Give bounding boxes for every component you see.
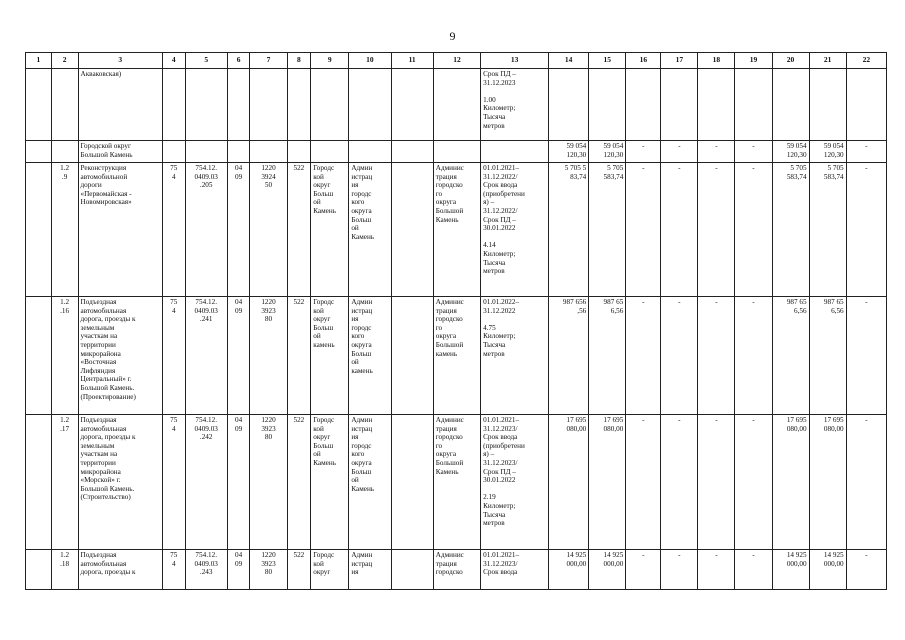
cell-col-22: -: [846, 141, 886, 163]
cell-col-12: Админис трация городско го округа Большой Камень: [433, 163, 480, 297]
column-header-10: 10: [349, 53, 391, 69]
cell-col-6: [227, 141, 250, 163]
cell-col-21: 987 65 6,56: [809, 297, 846, 415]
cell-col-7: 1220 3923 80: [250, 297, 287, 415]
cell-col-14: 987 656 ,56: [549, 297, 589, 415]
cell-col-21: 59 054 120,30: [809, 141, 846, 163]
cell-col-19: -: [735, 550, 772, 590]
cell-col-13: 01.01.2022– 31.12.2022 4.75 Километр; Тысяча метров: [481, 297, 549, 415]
cell-col-5: 754.12. 0409.03 .241: [185, 297, 227, 415]
cell-col-2: [51, 141, 78, 163]
column-header-1: 1: [26, 53, 52, 69]
budget-table: [25, 52, 887, 590]
cell-col-13: [481, 141, 549, 163]
cell-col-13: 01.01.2021– 31.12.2023/ Срок ввода: [481, 550, 549, 590]
cell-col-15: 987 65 6,56: [589, 297, 626, 415]
table-row: [26, 415, 887, 550]
column-header-17: 17: [661, 53, 698, 69]
cell-col-5: 754.12. 0409.03 .243: [185, 550, 227, 590]
cell-col-11: [391, 297, 433, 415]
cell-col-20: 987 65 6,56: [772, 297, 809, 415]
cell-col-19: -: [735, 415, 772, 550]
cell-col-7: 1220 3924 50: [250, 163, 287, 297]
column-header-21: 21: [809, 53, 846, 69]
cell-col-8: 522: [287, 550, 311, 590]
cell-col-17: -: [661, 141, 698, 163]
cell-col-7: [250, 141, 287, 163]
page-number: 9: [449, 29, 456, 43]
cell-col-14: 5 705 5 83,74: [549, 163, 589, 297]
cell-col-21: 14 925 000,00: [809, 550, 846, 590]
column-header-3: 3: [78, 53, 162, 69]
cell-col-10: Админ истрац ия городс кого округа Больш ой камень: [349, 297, 391, 415]
cell-col-15: 17 695 080,00: [589, 415, 626, 550]
cell-col-9: Городс кой округ: [311, 550, 349, 590]
table-row: [26, 141, 887, 163]
cell-col-3: Подъездная автомобильная дорога, проезды к земельным участкам на территории микрорайона «Морской» г. Большой Камень. (Строительство): [78, 415, 162, 550]
cell-col-3: Городской округ Большой Камень: [78, 141, 162, 163]
cell-col-2: 1.2 .18: [51, 550, 78, 590]
cell-col-11: [391, 69, 433, 141]
cell-col-4: [162, 141, 185, 163]
cell-col-19: -: [735, 163, 772, 297]
column-header-11: 11: [391, 53, 433, 69]
cell-col-6: [227, 69, 250, 141]
cell-col-3: Подъездная автомобильная дорога, проезды к земельным участкам на территории микрорайона «Восточная Лифляндия Центральный» г. Большой Камень. (Проектирование): [78, 297, 162, 415]
cell-col-18: -: [698, 297, 735, 415]
cell-col-7: 1220 3923 80: [250, 415, 287, 550]
table-row: [26, 297, 887, 415]
cell-col-16: -: [626, 163, 661, 297]
cell-col-13: Срок ПД – 31.12.2023 1.00 Километр; Тысяча метров: [481, 69, 549, 141]
cell-col-4: [162, 69, 185, 141]
cell-col-7: 1220 3923 80: [250, 550, 287, 590]
cell-col-1: [26, 163, 52, 297]
cell-col-22: -: [846, 550, 886, 590]
table-row: [26, 69, 887, 141]
cell-col-1: [26, 141, 52, 163]
cell-col-10: Админ истрац ия городс кого округа Больш ой Камень: [349, 163, 391, 297]
table-row: [26, 163, 887, 297]
cell-col-11: [391, 163, 433, 297]
column-header-20: 20: [772, 53, 809, 69]
cell-col-1: [26, 415, 52, 550]
cell-col-12: [433, 69, 480, 141]
cell-col-9: Городс кой округ Больш ой Камень: [311, 415, 349, 550]
cell-col-2: 1.2 .16: [51, 297, 78, 415]
column-header-5: 5: [185, 53, 227, 69]
cell-col-5: 754.12. 0409.03 .242: [185, 415, 227, 550]
cell-col-3: Акваковская): [78, 69, 162, 141]
column-header-12: 12: [433, 53, 480, 69]
cell-col-14: 59 054 120,30: [549, 141, 589, 163]
column-header-8: 8: [287, 53, 311, 69]
cell-col-15: 59 054 120,30: [589, 141, 626, 163]
cell-col-18: -: [698, 141, 735, 163]
cell-col-20: [772, 69, 809, 141]
cell-col-9: [311, 69, 349, 141]
cell-col-4: 75 4: [162, 163, 185, 297]
cell-col-12: Админис трация городско: [433, 550, 480, 590]
cell-col-12: Админис трация городско го округа Большой Камень: [433, 415, 480, 550]
cell-col-17: [661, 69, 698, 141]
cell-col-4: 75 4: [162, 550, 185, 590]
cell-col-6: 04 09: [227, 297, 250, 415]
table-row: [26, 550, 887, 590]
cell-col-16: -: [626, 297, 661, 415]
cell-col-2: [51, 69, 78, 141]
cell-col-12: Админис трация городско го округа Большой камень: [433, 297, 480, 415]
cell-col-21: [809, 69, 846, 141]
cell-col-20: 5 705 583,74: [772, 163, 809, 297]
cell-col-17: -: [661, 297, 698, 415]
cell-col-2: 1.2 .17: [51, 415, 78, 550]
column-header-14: 14: [549, 53, 589, 69]
column-header-7: 7: [250, 53, 287, 69]
cell-col-20: 59 054 120,30: [772, 141, 809, 163]
cell-col-3: Реконструкция автомобильной дороги «Первомайская - Новомировская»: [78, 163, 162, 297]
cell-col-9: [311, 141, 349, 163]
cell-col-10: Админ истрац ия: [349, 550, 391, 590]
cell-col-9: Городс кой округ Больш ой камень: [311, 297, 349, 415]
cell-col-7: [250, 69, 287, 141]
cell-col-17: -: [661, 163, 698, 297]
cell-col-18: -: [698, 415, 735, 550]
cell-col-1: [26, 69, 52, 141]
cell-col-19: -: [735, 297, 772, 415]
column-header-13: 13: [481, 53, 549, 69]
cell-col-17: -: [661, 415, 698, 550]
cell-col-3: Подъездная автомобильная дорога, проезды к: [78, 550, 162, 590]
cell-col-8: 522: [287, 163, 311, 297]
cell-col-18: [698, 69, 735, 141]
cell-col-14: [549, 69, 589, 141]
cell-col-1: [26, 297, 52, 415]
cell-col-21: 5 705 583,74: [809, 163, 846, 297]
cell-col-15: 5 705 583,74: [589, 163, 626, 297]
cell-col-22: -: [846, 163, 886, 297]
cell-col-14: 17 695 080,00: [549, 415, 589, 550]
cell-col-11: [391, 141, 433, 163]
cell-col-6: 04 09: [227, 163, 250, 297]
cell-col-16: [626, 69, 661, 141]
cell-col-4: 75 4: [162, 415, 185, 550]
cell-col-21: 17 695 080,00: [809, 415, 846, 550]
column-header-22: 22: [846, 53, 886, 69]
cell-col-10: [349, 69, 391, 141]
cell-col-14: 14 925 000,00: [549, 550, 589, 590]
cell-col-4: 75 4: [162, 297, 185, 415]
cell-col-20: 14 925 000,00: [772, 550, 809, 590]
cell-col-16: -: [626, 550, 661, 590]
cell-col-8: [287, 141, 311, 163]
cell-col-1: [26, 550, 52, 590]
cell-col-17: -: [661, 550, 698, 590]
column-header-18: 18: [698, 53, 735, 69]
column-header-2: 2: [51, 53, 78, 69]
cell-col-22: -: [846, 415, 886, 550]
column-header-15: 15: [589, 53, 626, 69]
cell-col-6: 04 09: [227, 415, 250, 550]
cell-col-16: -: [626, 415, 661, 550]
cell-col-19: [735, 69, 772, 141]
cell-col-8: [287, 69, 311, 141]
column-header-19: 19: [735, 53, 772, 69]
cell-col-2: 1.2 .9: [51, 163, 78, 297]
cell-col-8: 522: [287, 297, 311, 415]
column-header-6: 6: [227, 53, 250, 69]
cell-col-19: -: [735, 141, 772, 163]
cell-col-5: 754.12. 0409.03 .205: [185, 163, 227, 297]
column-header-4: 4: [162, 53, 185, 69]
column-header-16: 16: [626, 53, 661, 69]
cell-col-20: 17 695 080,00: [772, 415, 809, 550]
cell-col-18: -: [698, 163, 735, 297]
cell-col-15: [589, 69, 626, 141]
cell-col-9: Городс кой округ Больш ой Камень: [311, 163, 349, 297]
cell-col-11: [391, 415, 433, 550]
cell-col-8: 522: [287, 415, 311, 550]
cell-col-5: [185, 69, 227, 141]
cell-col-22: [846, 69, 886, 141]
cell-col-22: -: [846, 297, 886, 415]
cell-col-13: 01.01.2021– 31.12.2023/ Срок ввода (приобретени я) – 31.12.2023/ Срок ПД – 30.01.2022 2.19 Километр; Тысяча метров: [481, 415, 549, 550]
cell-col-5: [185, 141, 227, 163]
cell-col-16: -: [626, 141, 661, 163]
cell-col-6: 04 09: [227, 550, 250, 590]
cell-col-18: -: [698, 550, 735, 590]
cell-col-12: [433, 141, 480, 163]
column-header-9: 9: [311, 53, 349, 69]
cell-col-10: [349, 141, 391, 163]
cell-col-13: 01.01.2021– 31.12.2022/ Срок ввода (приобретени я) – 31.12.2022/ Срок ПД – 30.01.2022 4.14 Километр; Тысяча метров: [481, 163, 549, 297]
column-number-header: [26, 53, 887, 69]
cell-col-15: 14 925 000,00: [589, 550, 626, 590]
cell-col-11: [391, 550, 433, 590]
cell-col-10: Админ истрац ия городс кого округа Больш ой Камень: [349, 415, 391, 550]
